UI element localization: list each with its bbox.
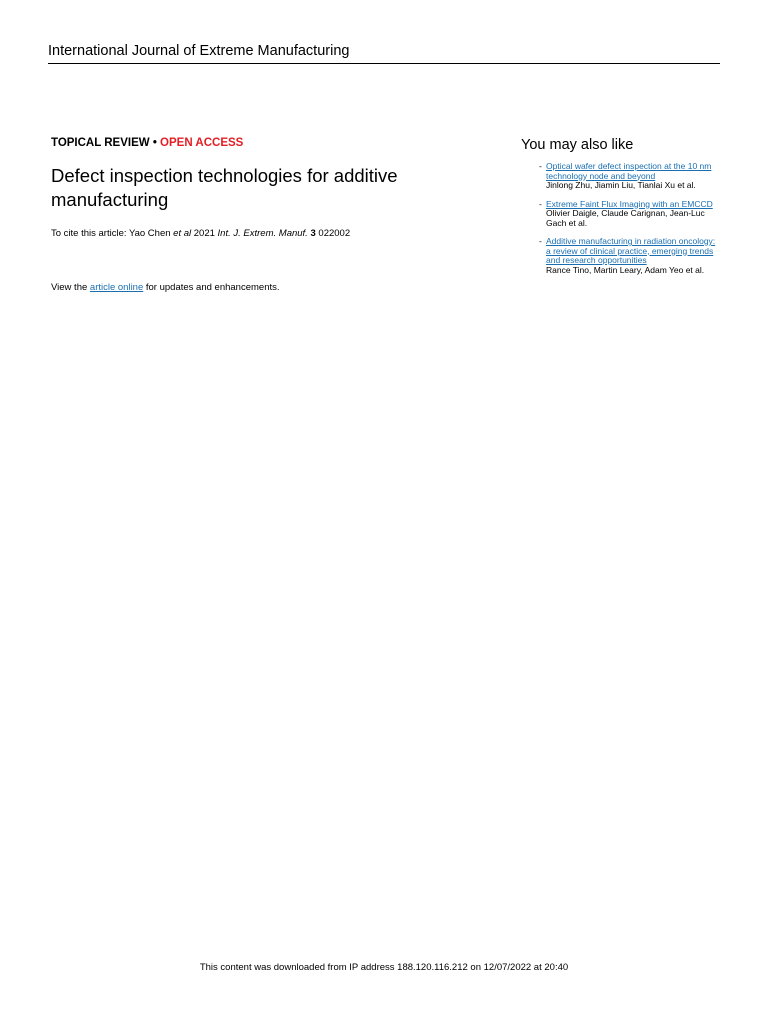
- related-list: [521, 162, 721, 275]
- article-title: Defect inspection technologies for additive manufacturing: [51, 165, 398, 210]
- cite-etal: et al: [173, 228, 192, 239]
- view-online-line: [51, 282, 280, 294]
- cite-year: 2021: [191, 228, 218, 239]
- list-dash: -: [539, 198, 542, 209]
- journal-name: International Journal of Extreme Manufacturing: [48, 43, 350, 59]
- article-online-link[interactable]: article online: [89, 282, 144, 293]
- article-type-line: [51, 136, 471, 150]
- related-item: [521, 162, 721, 191]
- open-access-label: OPEN ACCESS: [160, 137, 244, 149]
- download-footer: This content was downloaded from IP address 188.120.116.212 on 12/07/2022 at 20:40: [199, 962, 569, 973]
- list-dash: -: [539, 236, 542, 246]
- related-item-authors: Jinlong Zhu, Jiamin Liu, Tianlai Xu et al.: [546, 180, 696, 190]
- view-suffix: for updates and enhancements.: [143, 282, 280, 293]
- view-prefix: View the: [51, 282, 90, 293]
- related-item-authors: Olivier Daigle, Claude Carignan, Jean-Luc Gach et al.: [546, 208, 705, 228]
- related-item: [521, 200, 721, 229]
- cite-volume: 3: [310, 228, 316, 239]
- related-item-link[interactable]: Additive manufacturing in radiation oncology: a review of clinical practice, emerging trends and research opportunities: [546, 236, 716, 265]
- article-main: [51, 136, 471, 293]
- citation-line: [51, 228, 471, 240]
- related-item: [521, 237, 721, 275]
- list-dash: -: [539, 161, 542, 171]
- article-type-label: TOPICAL REVIEW: [51, 137, 150, 149]
- cite-journal: Int. J. Extrem. Manuf.: [217, 228, 308, 239]
- related-item-link[interactable]: Extreme Faint Flux Imaging with an EMCCD: [546, 198, 713, 209]
- related-item-link[interactable]: Optical wafer defect inspection at the 10 nm technology node and beyond: [546, 161, 712, 181]
- related-item-authors: Rance Tino, Martin Leary, Adam Yeo et al.: [546, 264, 705, 275]
- type-separator: •: [149, 137, 161, 149]
- related-articles-sidebar: [521, 136, 721, 284]
- cite-article-number: 022002: [315, 228, 351, 239]
- cite-prefix: To cite this article: Yao Chen: [51, 228, 174, 239]
- journal-header: [48, 42, 720, 64]
- sidebar-title: You may also like: [521, 137, 634, 153]
